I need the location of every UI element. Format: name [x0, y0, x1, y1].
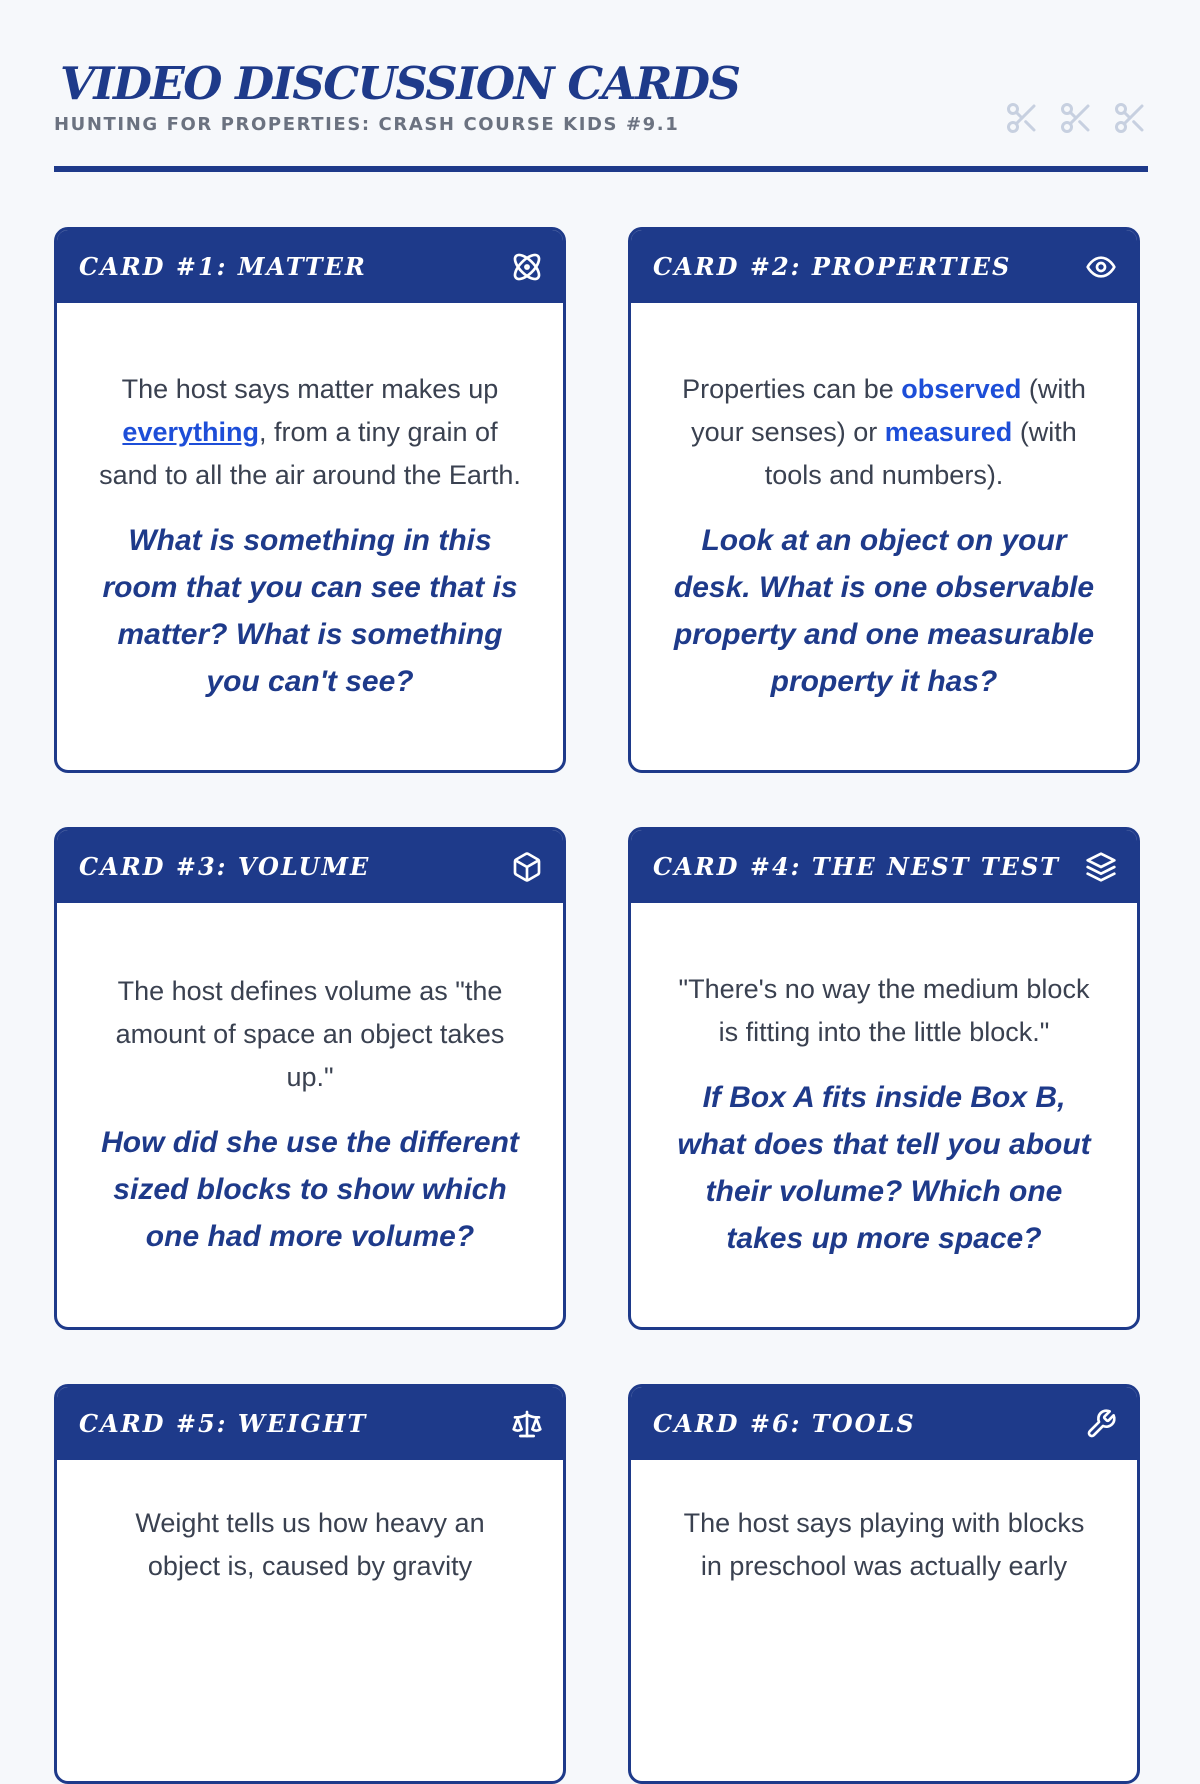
header-divider [54, 166, 1148, 172]
card-header [57, 1387, 563, 1460]
card-header [57, 830, 563, 903]
scissors-icon [1004, 100, 1040, 136]
card-body [57, 903, 563, 1327]
page-header [54, 56, 1148, 174]
card-header [57, 230, 563, 303]
page-title: VIDEO DISCUSSION CARDS [60, 57, 740, 110]
wrench-icon [1085, 1408, 1117, 1440]
highlighted-term: everything [122, 417, 259, 447]
card-statement: The host says playing with blocks in preschool was actually early [683, 1508, 1085, 1581]
card-statement [97, 368, 523, 497]
discussion-card-volume [54, 827, 566, 1330]
statement-text: (with tools and numbers). [764, 417, 1077, 490]
card-body [631, 303, 1137, 770]
discussion-card-matter [54, 227, 566, 773]
highlighted-term: observed [901, 374, 1022, 404]
scissors-icon [1058, 100, 1094, 136]
statement-text: The host says matter makes up [121, 374, 499, 404]
eye-icon [1085, 251, 1117, 283]
card-body [631, 1460, 1137, 1781]
card-title: CARD #6: TOOLS [653, 1409, 916, 1438]
card-statement: Weight tells us how heavy an object is, caused by gravity [135, 1508, 485, 1581]
statement-text: Properties can be [682, 374, 902, 404]
card-title: CARD #1: MATTER [79, 252, 367, 281]
card-statement [671, 368, 1097, 497]
page-subtitle: HUNTING FOR PROPERTIES: CRASH COURSE KIDS #9.1 [54, 114, 680, 135]
card-question: How did she use the different sized blocks to show which one had more volume? [101, 1126, 519, 1253]
atom-icon [511, 251, 543, 283]
card-header [631, 1387, 1137, 1460]
statement-text: , from a tiny grain of sand to all the air around the Earth. [99, 417, 521, 490]
highlighted-term: measured [884, 417, 1013, 447]
scale-icon [511, 1408, 543, 1440]
card-question: Look at an object on your desk. What is one observable property and one measurable property it has? [673, 524, 1095, 698]
card-title: CARD #5: WEIGHT [79, 1409, 368, 1438]
card-statement: The host defines volume as "the amount of space an object takes up." [115, 976, 505, 1092]
scissors-decoration [1004, 100, 1148, 136]
statement-text: (with your senses) or [691, 374, 1086, 447]
discussion-card-tools [628, 1384, 1140, 1784]
scissors-icon [1112, 100, 1148, 136]
card-question: What is something in this room that you can see that is matter? What is something you can't see? [102, 524, 518, 698]
card-header [631, 830, 1137, 903]
card-title: CARD #4: THE NEST TEST [653, 852, 1061, 881]
discussion-card-weight [54, 1384, 566, 1784]
cube-icon [511, 851, 543, 883]
card-body [631, 903, 1137, 1327]
card-title: CARD #3: VOLUME [79, 852, 371, 881]
card-body [57, 303, 563, 770]
card-question: If Box A fits inside Box B, what does that tell you about their volume? Which one takes up more space? [677, 1081, 1091, 1255]
discussion-card-properties [628, 227, 1140, 773]
card-header [631, 230, 1137, 303]
card-body [57, 1460, 563, 1781]
card-statement: "There's no way the medium block is fitting into the little block." [678, 974, 1090, 1047]
card-title: CARD #2: PROPERTIES [653, 252, 1012, 281]
discussion-card-nest-test [628, 827, 1140, 1330]
layers-icon [1085, 851, 1117, 883]
